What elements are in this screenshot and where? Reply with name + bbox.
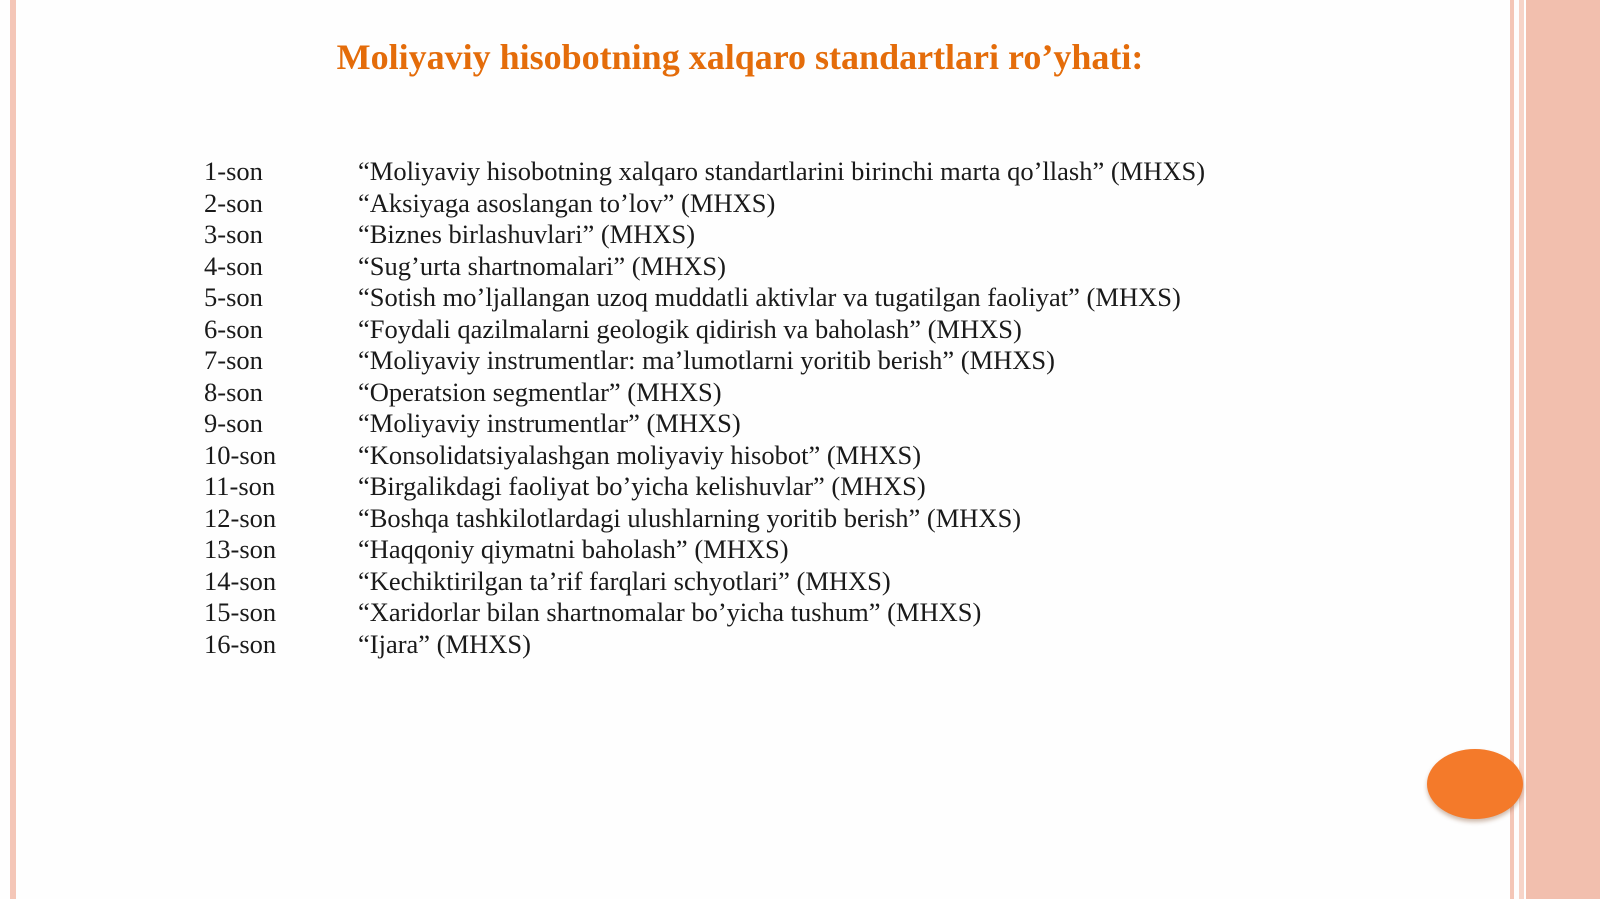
list-item — [204, 156, 1250, 188]
list-item-number: 10-son — [204, 439, 277, 470]
list-item-text: “Sotish mo’ljallangan uzoq muddatli aktivlar va tugatilgan faoliyat” (MHXS) — [358, 282, 1181, 312]
list-item — [204, 314, 1250, 346]
list-item-text: “Haqqoniy qiymatni baholash” (MHXS) — [358, 534, 789, 564]
list-item-number: 6-son — [204, 313, 263, 344]
orange-circle-decoration — [1427, 749, 1523, 819]
list-item-number: 3-son — [204, 219, 263, 249]
list-item-text: “Moliyaviy hisobotning xalqaro standartlarini birinchi marta qo’llash” (MHXS) — [358, 156, 1206, 186]
list-item-text: “Sug’urta shartnomalari” (MHXS) — [358, 250, 726, 281]
list-item — [204, 377, 1250, 409]
list-item-text: “Moliyaviy instrumentlar: ma’lumotlarni yoritib berish” (MHXS) — [358, 345, 1055, 375]
list-item — [204, 440, 1250, 472]
list-item-number: 16-son — [204, 628, 277, 659]
list-item — [204, 566, 1250, 598]
list-item-number: 12-son — [204, 502, 277, 533]
list-item — [204, 471, 1250, 503]
right-border-line — [1519, 0, 1524, 899]
list-item-text: “Foydali qazilmalarni geologik qidirish va baholash” (MHXS) — [358, 313, 1022, 344]
list-item — [204, 408, 1250, 440]
list-item — [204, 188, 1250, 220]
list-item-text: “Konsolidatsiyalashgan moliyaviy hisobot” (MHXS) — [358, 439, 922, 470]
list-item-text: “Moliyaviy instrumentlar” (MHXS) — [358, 408, 741, 438]
list-item-text: “Aksiyaga asoslangan to’lov” (MHXS) — [358, 187, 776, 218]
list-item-number: 5-son — [204, 282, 263, 312]
list-item — [204, 503, 1250, 535]
standards-list — [204, 156, 1250, 660]
list-item — [204, 345, 1250, 377]
left-border-decoration — [10, 0, 16, 899]
list-item — [204, 629, 1250, 661]
slide-title: Moliyaviy hisobotning xalqaro standartlari ro’yhati: — [336, 37, 1144, 77]
list-item-number: 11-son — [204, 471, 276, 501]
list-item-number: 2-son — [204, 187, 263, 218]
list-item-number: 1-son — [204, 156, 263, 186]
list-item-number: 8-son — [204, 376, 263, 407]
list-item-text: “Biznes birlashuvlari” (MHXS) — [358, 219, 696, 249]
right-border-band — [1526, 0, 1600, 899]
list-item-number: 4-son — [204, 250, 263, 281]
list-item-text: “Boshqa tashkilotlardagi ulushlarning yoritib berish” (MHXS) — [358, 502, 1022, 533]
list-item-number: 13-son — [204, 534, 277, 564]
list-item-text: “Birgalikdagi faoliyat bo’yicha kelishuvlar” (MHXS) — [358, 471, 926, 501]
list-item — [204, 219, 1250, 251]
list-item-number: 7-son — [204, 345, 263, 375]
list-item-text: “Xaridorlar bilan shartnomalar bo’yicha tushum” (MHXS) — [358, 597, 982, 627]
list-item — [204, 597, 1250, 629]
list-item — [204, 251, 1250, 283]
list-item — [204, 282, 1250, 314]
list-item-text: “Kechiktirilgan ta’rif farqlari schyotlari” (MHXS) — [358, 565, 891, 596]
list-item-number: 14-son — [204, 565, 277, 596]
list-item-number: 9-son — [204, 408, 263, 438]
list-item-text: “Operatsion segmentlar” (MHXS) — [358, 376, 722, 407]
list-item — [204, 534, 1250, 566]
list-item-number: 15-son — [204, 597, 277, 627]
list-item-text: “Ijara” (MHXS) — [358, 628, 531, 659]
